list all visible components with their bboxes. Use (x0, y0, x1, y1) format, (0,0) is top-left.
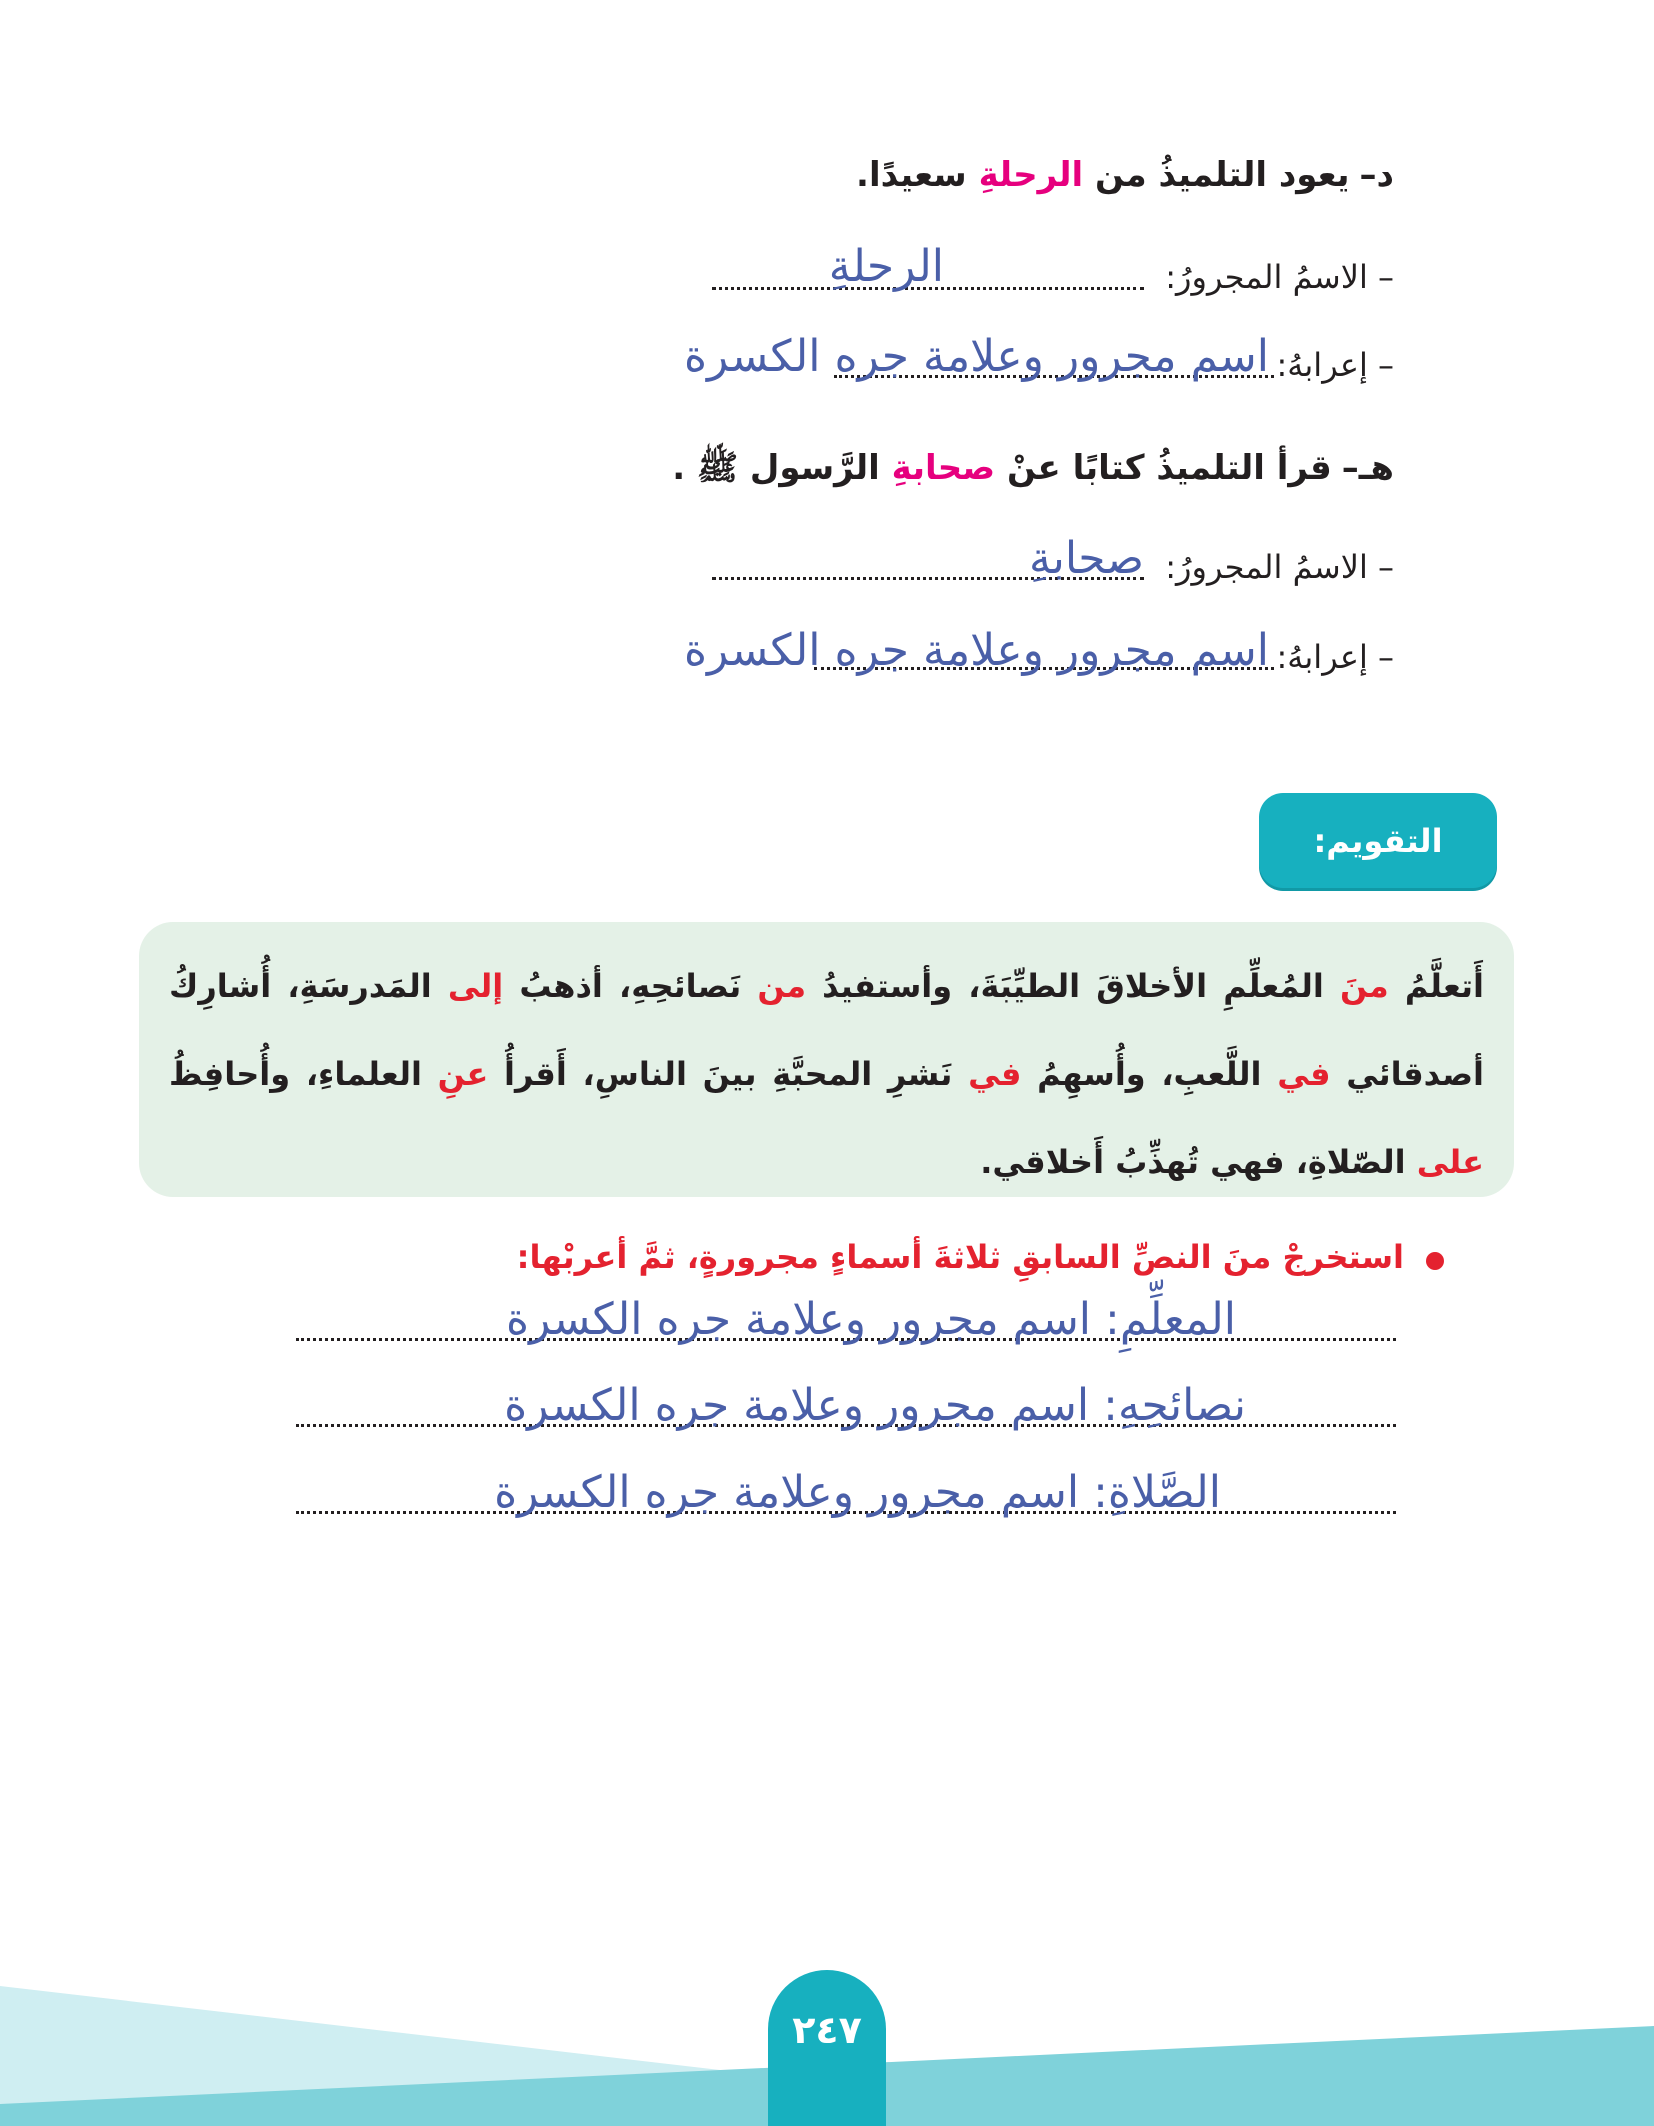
parse-answer: اسم مجرور وعلامة جره الكسرة (683, 625, 1269, 676)
passage-segment: نَصائحِهِ، أذهبُ (503, 967, 758, 1005)
extracted-answer-2 (296, 1363, 1396, 1447)
question-d-letter: د– (1359, 155, 1394, 195)
question-d-parse-row (394, 308, 1394, 398)
question-h-letter: هـ– (1341, 448, 1394, 488)
preposition-highlight: منَ (1340, 967, 1389, 1005)
parse-answer: اسم مجرور وعلامة جره الكسرة (683, 331, 1269, 382)
page-number: ٢٤٧ (792, 2008, 862, 2052)
instruction-text: استخرجْ منَ النصِّ السابقِ ثلاثةَ أسماءٍ مجرورةٍ، ثمَّ أعربْها: (516, 1238, 1404, 1276)
extracted-answer-1 (296, 1277, 1396, 1361)
passage-segment: نَشرِ المحبَّةِ بينَ الناسِ، أَقرأُ (488, 1055, 969, 1093)
preposition-highlight: في (1277, 1055, 1331, 1093)
question-h-text-post: الرَّسول ﷺ . (672, 448, 892, 488)
question-h-parse-row (394, 600, 1394, 690)
passage-segment: المَدرسَةِ، أُشارِكُ أصدقائي (169, 967, 1485, 1093)
passage-text (169, 942, 1484, 1206)
question-d-noun-row (394, 220, 1394, 310)
parse-label: – إعرابهُ: (1276, 638, 1394, 676)
answer-text: نصائحِهِ: اسم مجرور وعلامة جره الكسرة (504, 1380, 1246, 1431)
noun-label: – الاسمُ المجرورُ: (1165, 548, 1394, 586)
question-d-text-post: سعيدًا. (856, 155, 979, 195)
passage-segment: العلماءِ، وأُحافِظُ (169, 1055, 438, 1093)
passage-segment: أَتعلَّمُ (1388, 967, 1485, 1005)
evaluation-tab (1259, 793, 1497, 888)
preposition-highlight: عنِ (437, 1055, 489, 1093)
question-h-text-pre: قرأ التلميذُ كتابًا عنْ (995, 448, 1332, 488)
preposition-highlight: إلى (447, 967, 504, 1005)
extracted-answer-3 (296, 1450, 1396, 1534)
noun-answer: الرحلةِ (828, 241, 944, 292)
passage-segment: اللَّعبِ، وأُسهِمُ (1021, 1055, 1278, 1093)
passage-segment: المُعلِّمِ الأخلاقَ الطيِّبَةَ، وأستفيدُ (806, 967, 1341, 1005)
noun-answer: صحابةِ (1028, 533, 1144, 584)
passage-box (139, 922, 1514, 1197)
bullet-icon (1426, 1252, 1444, 1270)
answer-text: المعلِّمِ: اسم مجرور وعلامة جره الكسرة (506, 1294, 1236, 1345)
page-number-tab (768, 1970, 886, 2126)
question-h-highlight: صحابةِ (891, 448, 996, 488)
question-d-sentence (856, 155, 1394, 195)
question-h-noun-row (394, 510, 1394, 600)
answer-text: الصَّلاةِ: اسم مجرور وعلامة جره الكسرة (494, 1467, 1221, 1518)
preposition-highlight: في (968, 1055, 1022, 1093)
question-h-sentence (672, 447, 1394, 496)
passage-segment: الصّلاةِ، فهي تُهذِّبُ أَخلاقي. (980, 1143, 1417, 1181)
question-d-text-pre: يعود التلميذُ من (1083, 155, 1350, 195)
preposition-highlight: على (1416, 1143, 1484, 1181)
question-d-highlight: الرحلةِ (978, 155, 1084, 195)
noun-label: – الاسمُ المجرورُ: (1165, 258, 1394, 296)
parse-label: – إعرابهُ: (1276, 346, 1394, 384)
preposition-highlight: من (757, 967, 807, 1005)
evaluation-title: التقويم: (1313, 821, 1443, 860)
